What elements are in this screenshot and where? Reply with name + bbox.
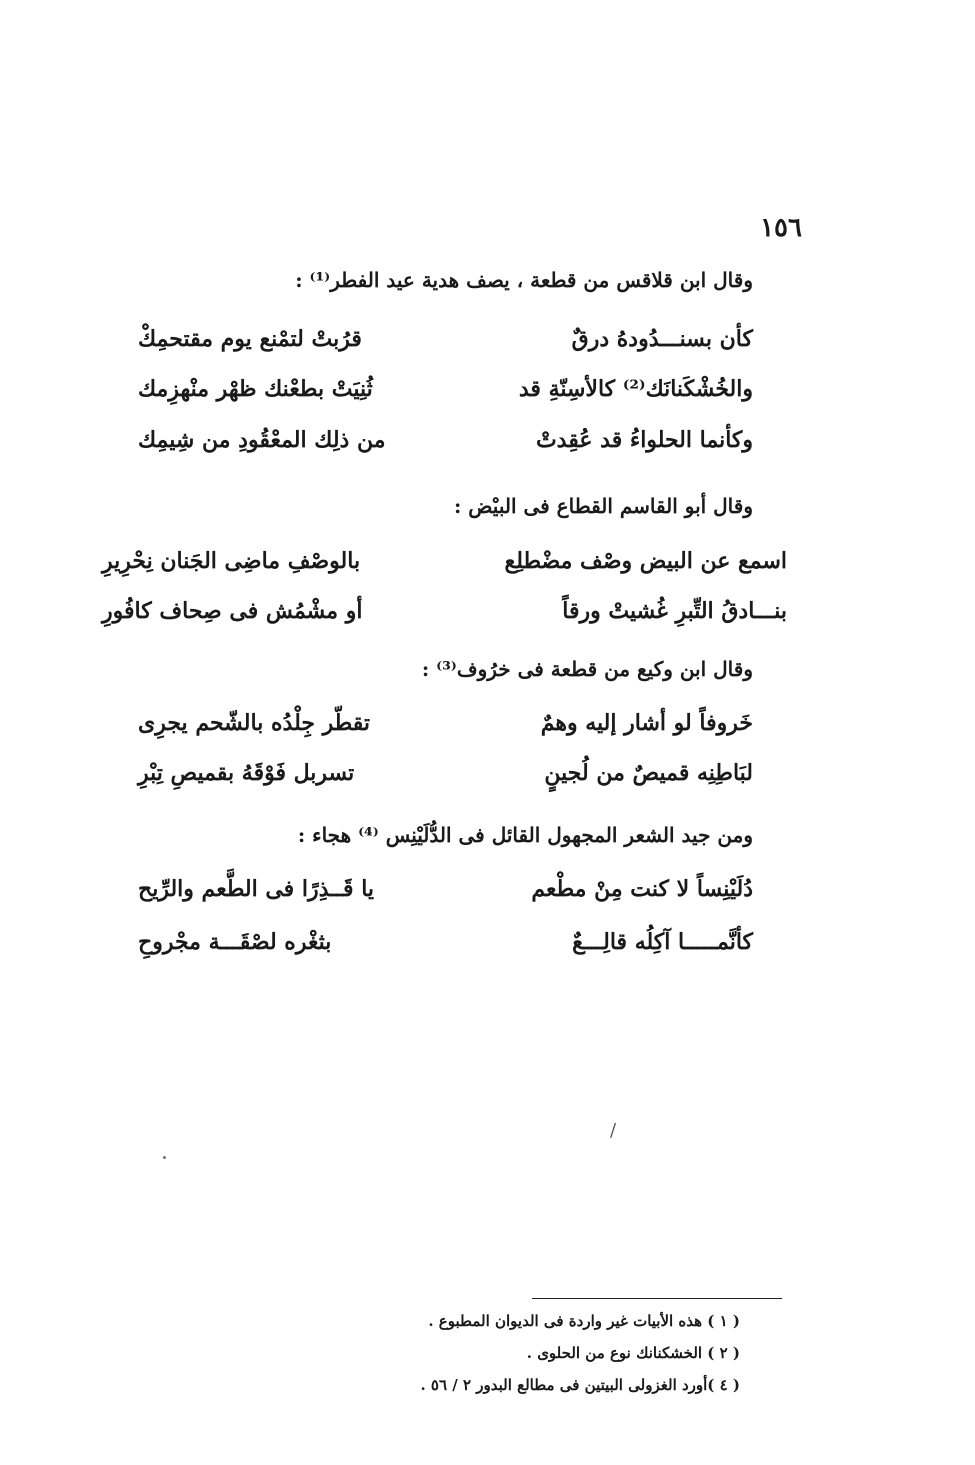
section-intro: وقال ابن وكيع من قطعة فى خرُوف⁽³⁾ :: [421, 657, 753, 681]
verse-line: [138, 922, 753, 962]
verse-line: [138, 420, 753, 460]
verse-first-hemistich: اسمع عن البيض وصْف مضْطلِع: [504, 548, 787, 574]
verse-line: [102, 541, 787, 581]
verse-line: [138, 869, 753, 909]
verse-first-hemistich: خَروفاً لو أشار إليه وهمٌ: [540, 710, 753, 736]
verse-second-hemistich: من ذلِك المعْقُودِ من شِيمِك: [138, 427, 386, 453]
verse-first-hemistich: وكأنما الحلواءُ قد عُقِدتْ: [535, 427, 753, 453]
verse-second-hemistich: تسربل فَوْقَهُ بقميصِ تِبْرِ: [138, 760, 355, 786]
verse-second-hemistich: تقطّر جِلْدُه بالشّحم يجرِى: [138, 710, 371, 736]
footnote: ( ١ ) هذه الأبيات غير واردة فى الديوان المطبوع .: [428, 1312, 740, 1330]
verse-line: [138, 703, 753, 743]
section-intro: ومن جيد الشعر المجهول القائل فى الدُّلَيْنِس ⁽⁴⁾ هجاء :: [297, 823, 753, 847]
stray-mark: /: [610, 1120, 617, 1141]
verse-line: [138, 369, 753, 409]
dot-mark: [163, 1156, 166, 1159]
verse-second-hemistich: بثغْره لصْقَـــة مجْروحِ: [138, 929, 332, 955]
section-intro: وقال أبو القاسم القطاع فى البيْض :: [453, 494, 753, 518]
footnote: ( ٤ )أورد الغزولى البيتين فى مطالع البدور ٢ / ٥٦ .: [420, 1376, 740, 1394]
section-intro: وقال ابن قلاقس من قطعة ، يصف هدية عيد الفطر⁽¹⁾ :: [295, 268, 753, 292]
verse-line: [102, 591, 787, 631]
footnote: ( ٢ ) الخشكنانك نوع من الحلوى .: [526, 1344, 740, 1362]
verse-second-hemistich: يا قَــذِرًا فى الطَّعم والرِّيح: [138, 876, 375, 902]
footnote-divider: [532, 1298, 782, 1299]
verse-first-hemistich: والخُشْكَنانَك⁽²⁾ كالأسِنّةِ قد: [518, 376, 753, 402]
verse-first-hemistich: دُلَيْنِساً لا كنت مِنْ مطْعم: [531, 876, 753, 902]
verse-second-hemistich: قرُبتْ لتمْنع يوم مقتحمِكْ: [138, 326, 362, 352]
page-number: ١٥٦: [760, 213, 802, 243]
verse-first-hemistich: كأنَّمـــــا آكِلُه قالِـــعٌ: [572, 929, 753, 955]
verse-line: [138, 319, 753, 359]
verse-second-hemistich: ثُنِيَتْ بطعْنك ظهْر منْهزِمك: [138, 376, 373, 402]
verse-second-hemistich: بالوصْفِ ماضِى الجَنان نِحْرِيرِ: [102, 548, 361, 574]
verse-first-hemistich: لبَاطِنِه قميصٌ من لُجينٍ: [544, 760, 753, 786]
verse-first-hemistich: بنـــادقُ التِّبرِ غُشيتْ ورقاً: [562, 598, 787, 624]
verse-first-hemistich: كأن بسنـــدُودهُ درقٌ: [571, 326, 753, 352]
verse-second-hemistich: أو مشْمُش فى صِحاف كافُورِ: [102, 598, 363, 624]
verse-line: [138, 753, 753, 793]
